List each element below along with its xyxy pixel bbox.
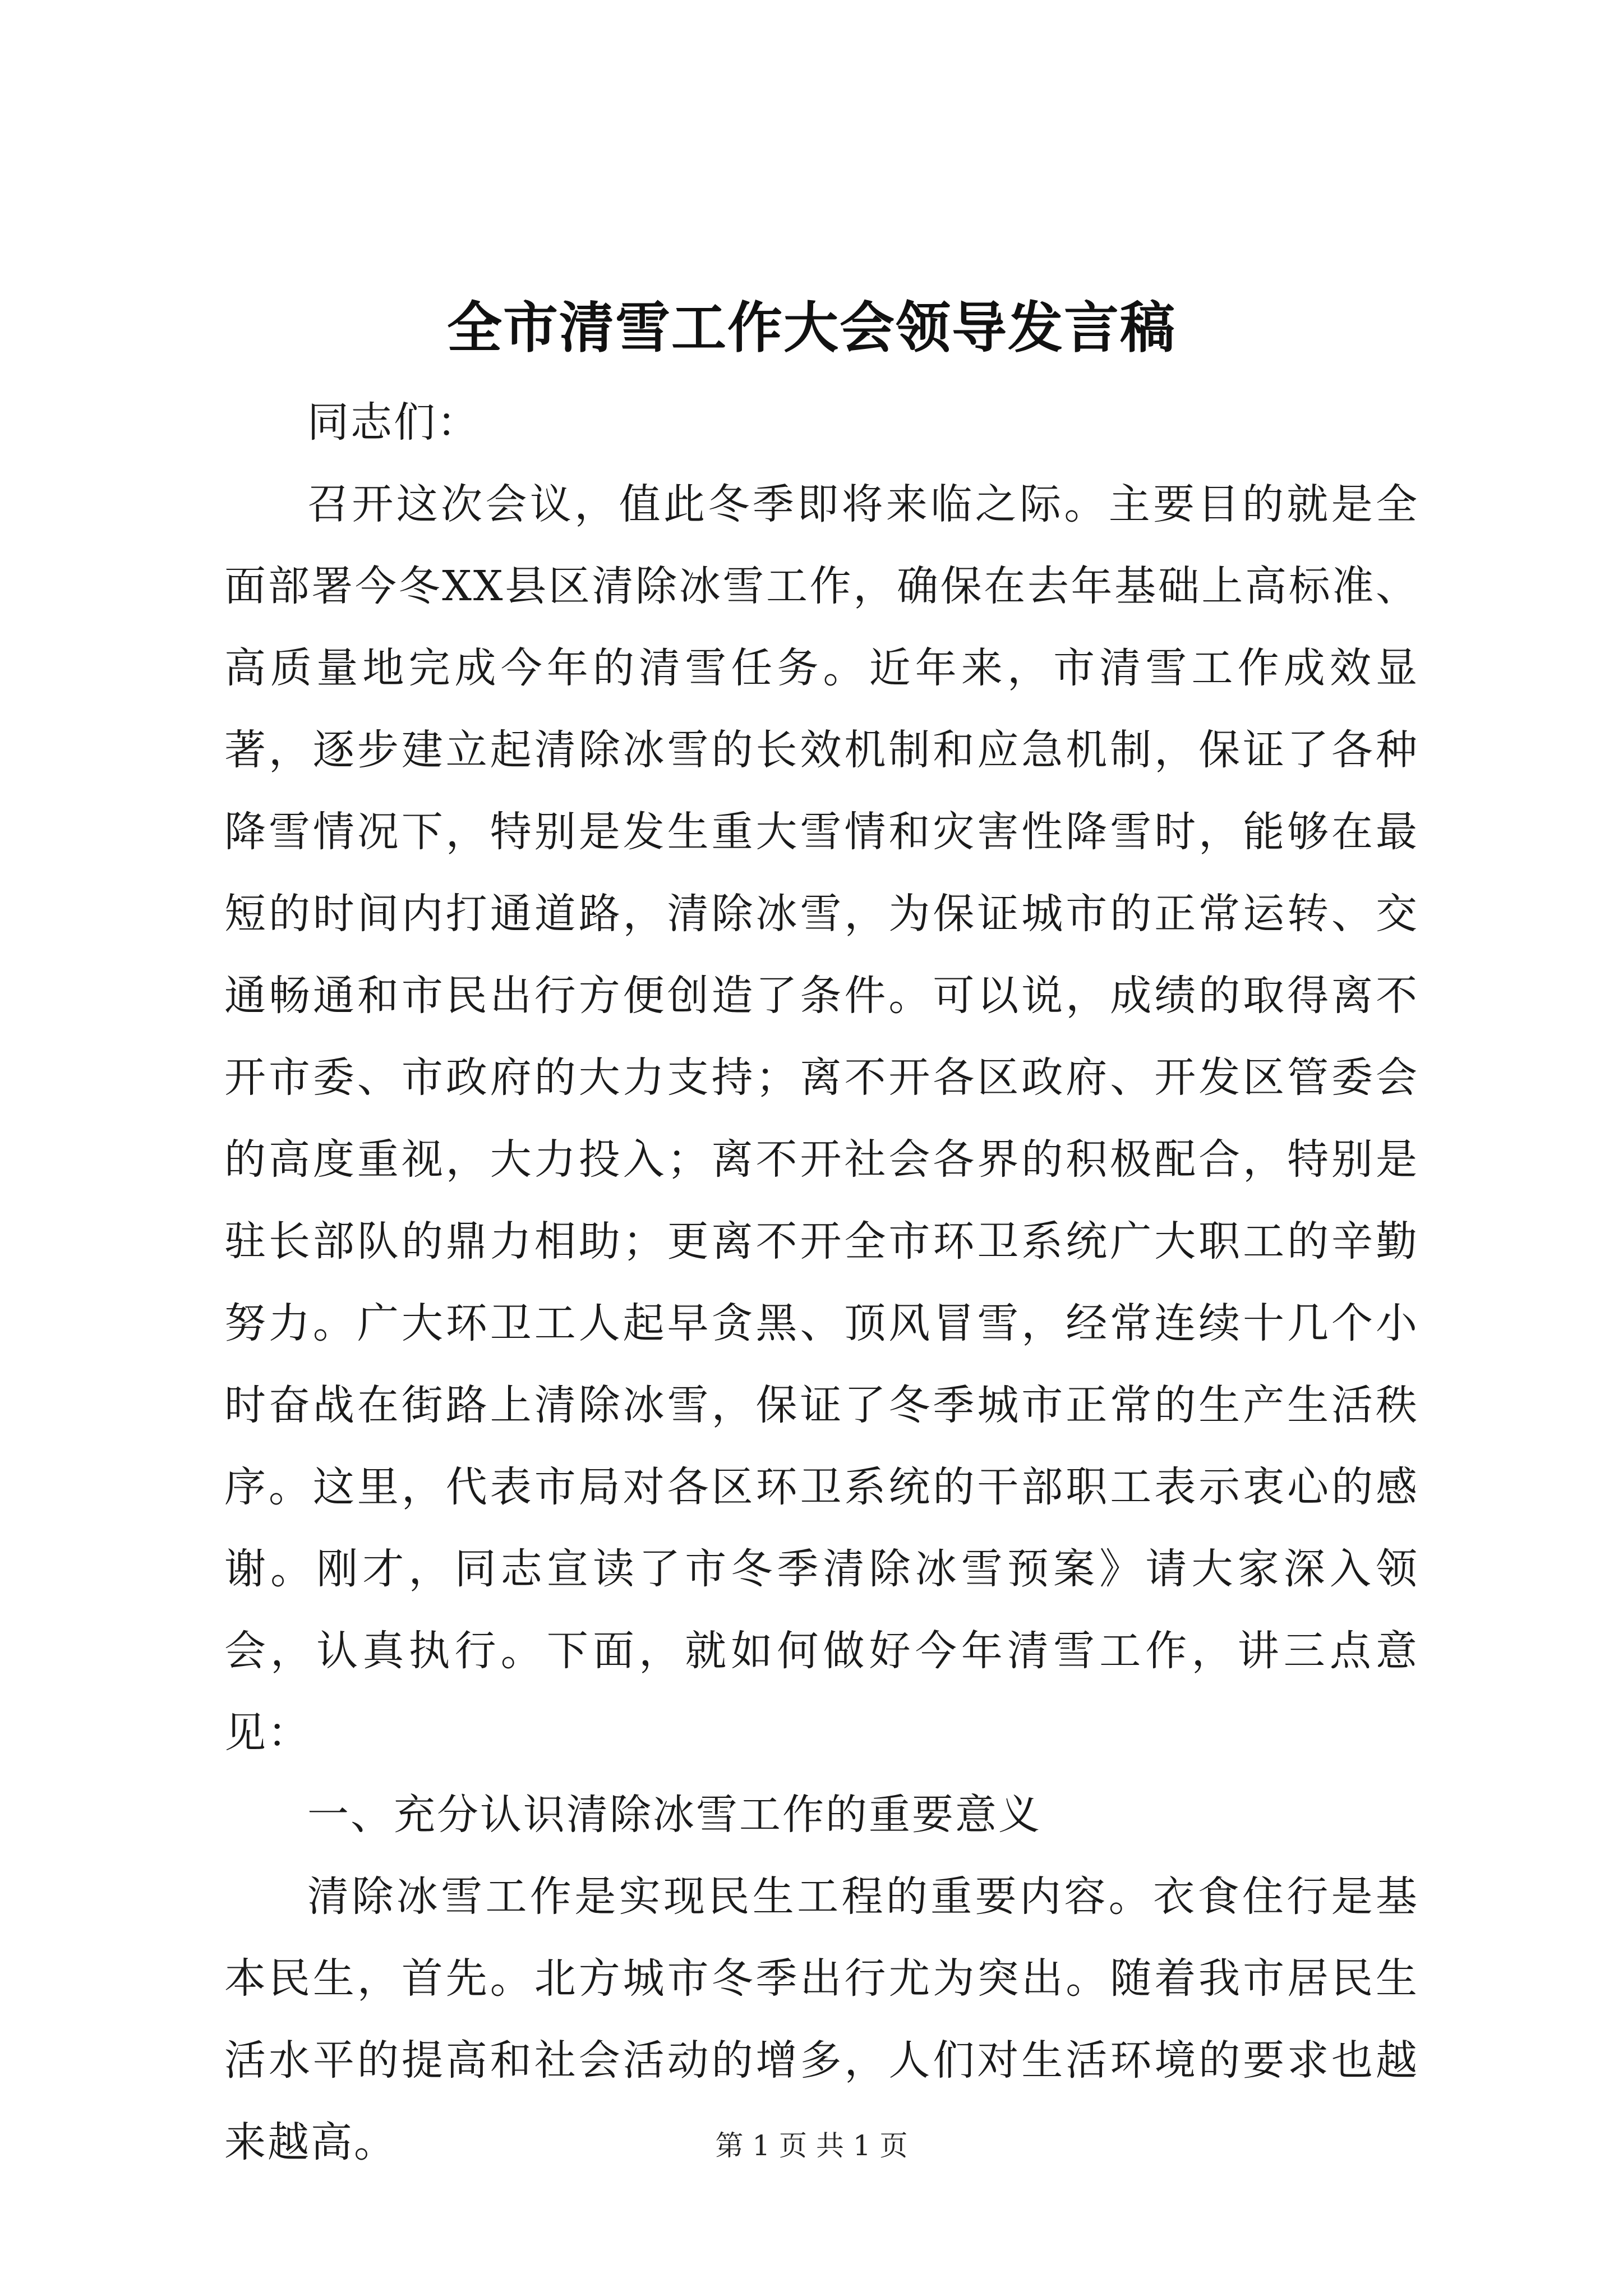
document-title: 全市清雪工作大会领导发言稿 bbox=[446, 296, 1176, 360]
document-body bbox=[224, 381, 1419, 2183]
page-number: 第 1 页 共 1 页 bbox=[715, 2129, 908, 2162]
greeting: 同志们： bbox=[307, 398, 480, 447]
section-heading-1: 一、充分认识清除冰雪工作的重要意义 bbox=[307, 1791, 1041, 1839]
paragraph-2: 清除冰雪工作是实现民生工程的重要内容。衣食住行是基本民生，首先。北方城市冬季出行尤为突出。随着我市居民生活水平的提高和社会活动的增多，人们对生活环境的要求也越来越高。 bbox=[224, 1872, 1419, 2166]
paragraph-1: 召开这次会议，值此冬季即将来临之际。主要目的就是全面部署今冬XX县区清除冰雪工作，确保在去年基础上高标准、高质量地完成今年的清雪任务。近年来，市清雪工作成效显著，逐步建立起清除冰雪的长效机制和应急机制，保证了各种降雪情况下，特别是发生重大雪情和灾害性降雪时，能够在最短的时间内打通道路，清除冰雪，为保证城市的正常运转、交通畅通和市民出行方便创造了条件。可以说，成绩的取得离不开市委、市政府的大力支持；离不开各区政府、开发区管委会的高度重视，大力投入；离不开社会各界的积极配合，特别是驻长部队的鼎力相助；更离不开全市环卫系统广大职工的辛勤努力。广大环卫工人起早贪黑、顶风冒雪，经常连续十几个小时奋战在街路上清除冰雪，保证了冬季城市正常的生产生活秩序。这里，代表市局对各区环卫系统的干部职工表示衷心的感谢。刚才，同志宣读了市冬季清除冰雪预案》请大家深入领会，认真执行。下面，就如何做好今年清雪工作，讲三点意见： bbox=[224, 480, 1419, 1757]
